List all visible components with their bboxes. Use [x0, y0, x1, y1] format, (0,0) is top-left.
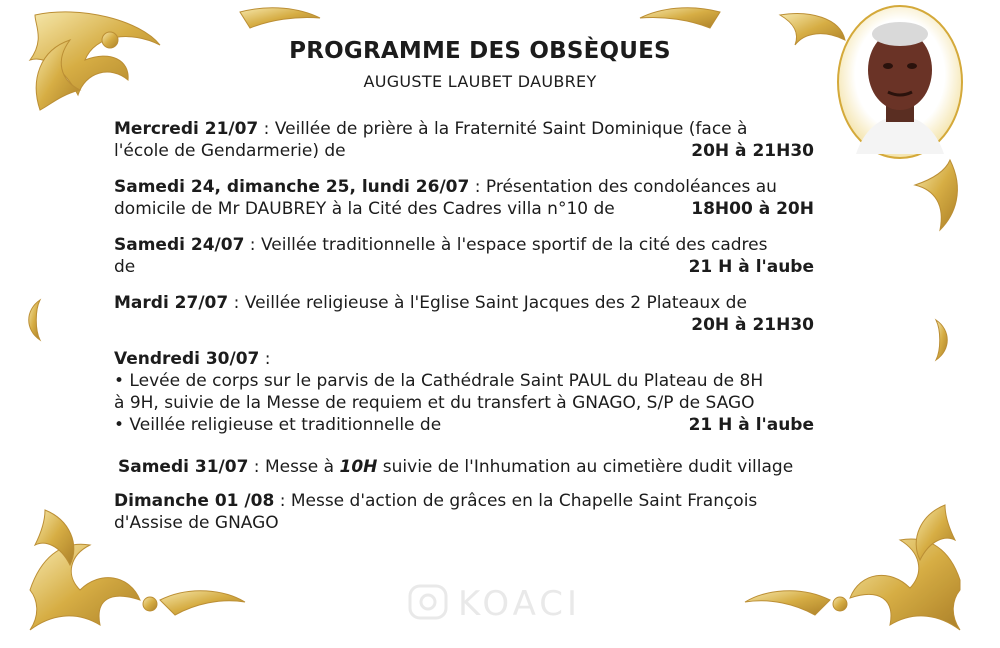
- entry-time: 20H à 21H30: [691, 141, 814, 161]
- entry-time: 21 H à l'aube: [688, 415, 814, 435]
- entry-text: Messe à: [264, 457, 340, 477]
- entry-time: 20H à 21H30: [691, 315, 814, 335]
- entry-text: Messe d'action de grâces en la Chapelle Saint François: [290, 491, 758, 511]
- program-entry-mardi: Mardi 27/07 : Veillée religieuse à l'Eglise Saint Jacques des 2 Plateaux de 20H à 21H30: [114, 293, 814, 335]
- portrait-photo: [836, 4, 964, 164]
- entry-day: Dimanche 01 /08: [114, 491, 275, 511]
- entry-text: Veillée traditionnelle à l'espace sportif de la cité des cadres: [260, 235, 768, 255]
- entry-time: 10H: [339, 457, 378, 477]
- program-entry-samedi-24: Samedi 24/07 : Veillée traditionnelle à l'espace sportif de la cité des cadres de 21 H à l'aube: [114, 235, 814, 277]
- entry-text: Présentation des condoléances au: [485, 177, 777, 197]
- page-title: PROGRAMME DES OBSÈQUES: [289, 38, 671, 64]
- entry-bullet: • Veillée religieuse et traditionnelle de: [114, 415, 442, 435]
- entry-time: 18H00 à 20H: [691, 199, 814, 219]
- entry-day: Vendredi 30/07: [114, 349, 260, 369]
- deceased-name: AUGUSTE LAUBET DAUBREY: [363, 72, 597, 91]
- watermark-text: KOACI: [458, 584, 582, 624]
- entry-text: Veillée de prière à la Fraternité Saint Dominique (face à: [274, 119, 748, 139]
- entry-text: d'Assise de GNAGO: [114, 513, 279, 533]
- koaci-logo-icon: [406, 582, 450, 622]
- entry-text: de: [114, 257, 136, 277]
- program-entry-samedi-31: Samedi 31/07 : Messe à 10H suivie de l'Inhumation au cimetière dudit village: [118, 457, 794, 477]
- entry-day: Samedi 24/07: [114, 235, 245, 255]
- entry-text: Veillée religieuse à l'Eglise Saint Jacques des 2 Plateaux de: [244, 293, 747, 313]
- entry-day: Samedi 31/07: [118, 457, 249, 477]
- entry-time: 21 H à l'aube: [688, 257, 814, 277]
- entry-day: Mercredi 21/07: [114, 119, 259, 139]
- program-entry-condoleances: Samedi 24, dimanche 25, lundi 26/07 : Présentation des condoléances au domicile de Mr DAUBREY à la Cité des Cadres villa n°10 de 18H00 à 20H: [114, 177, 814, 219]
- program-entry-mercredi: Mercredi 21/07 : Veillée de prière à la Fraternité Saint Dominique (face à l'école de Gendarmerie) de 20H à 21H30: [114, 119, 814, 161]
- koaci-watermark: [400, 582, 620, 622]
- entry-bullet: • Levée de corps sur le parvis de la Cathédrale Saint PAUL du Plateau de 8H: [114, 371, 764, 391]
- entry-day: Samedi 24, dimanche 25, lundi 26/07: [114, 177, 470, 197]
- entry-bullet: à 9H, suivie de la Messe de requiem et du transfert à GNAGO, S/P de SAGO: [114, 393, 755, 413]
- entry-day: Mardi 27/07: [114, 293, 229, 313]
- entry-text: l'école de Gendarmerie) de: [114, 141, 346, 161]
- entry-text: suivie de l'Inhumation au cimetière dudit village: [377, 457, 794, 477]
- program-entry-vendredi: Vendredi 30/07 : • Levée de corps sur le parvis de la Cathédrale Saint PAUL du Plateau de 8H à 9H, suivie de la Messe de requiem et du transfert à GNAGO, S/P de SAGO • Veillée religieuse et traditionnelle de 21 H à l'aube: [114, 349, 814, 435]
- program-entry-dimanche: Dimanche 01 /08 : Messe d'action de grâces en la Chapelle Saint François d'Assise de GNAGO: [114, 491, 758, 533]
- entry-text: domicile de Mr DAUBREY à la Cité des Cadres villa n°10 de: [114, 199, 615, 219]
